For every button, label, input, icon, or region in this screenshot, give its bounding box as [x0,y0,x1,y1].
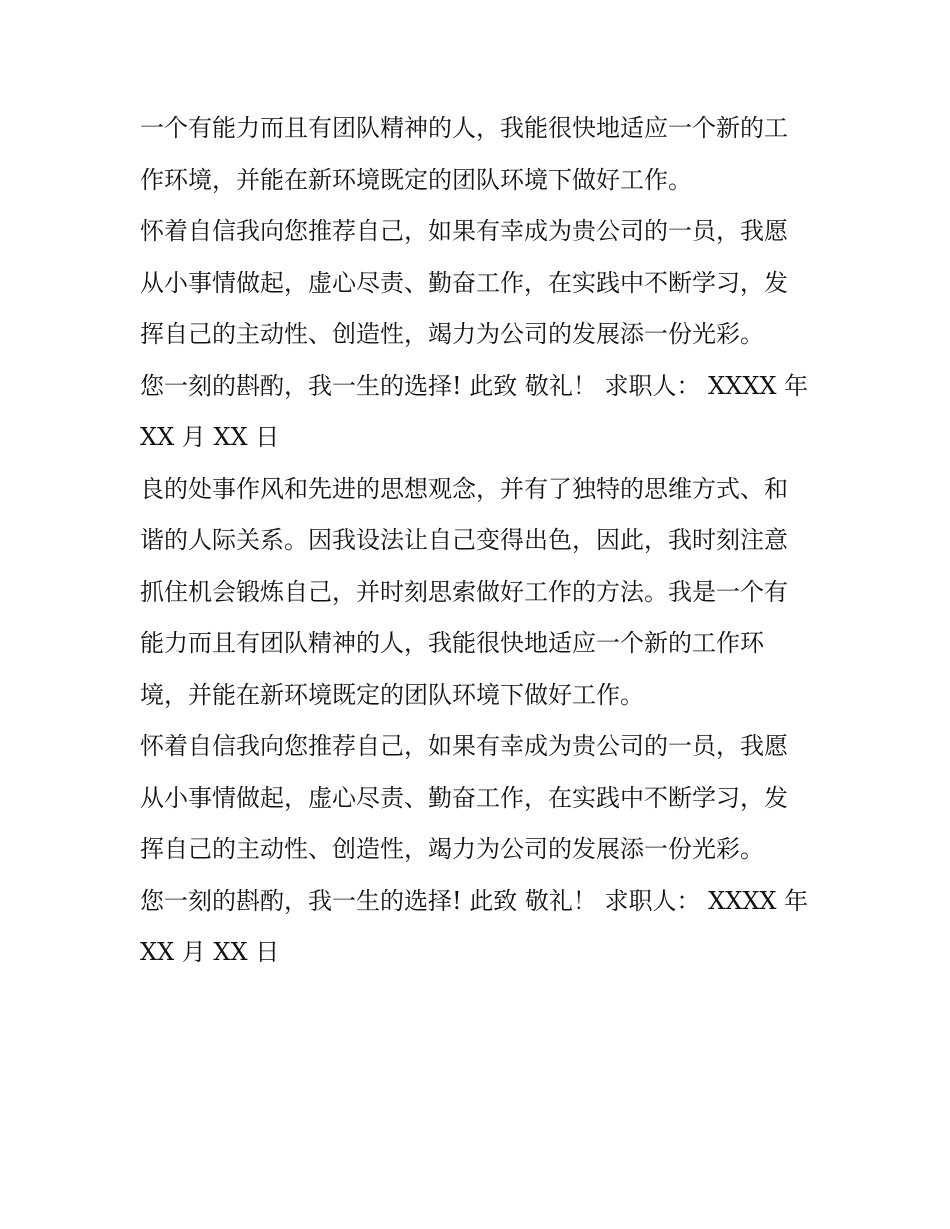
text-line: 从小事情做起，虚心尽责、勤奋工作，在实践中不断学习，发 [140,783,788,812]
text-line: XX 月 XX 日 [140,938,280,966]
text-line: 从小事情做起，虚心尽责、勤奋工作，在实践中不断学习，发 [140,268,788,297]
text-line: 境，并能在新环境既定的团队环境下做好工作。 [140,680,644,709]
text-line: 良的处事作风和先进的思想观念，并有了独特的思维方式、和 [140,474,788,503]
text-line: 作环境，并能在新环境既定的团队环境下做好工作。 [140,165,692,194]
text-line: 挥自己的主动性、创造性，竭力为公司的发展添一份光彩。 [140,320,764,348]
text-line: 谐的人际关系。因我设法让自己变得出色，因此，我时刻注意 [140,526,788,554]
text-line: 能力而且有团队精神的人，我能很快地适应一个新的工作环 [140,629,764,657]
text-line: 您一刻的斟酌，我一生的选择! 此致 敬礼！ 求职人： XXXX 年 [140,886,809,915]
text-line: 一个有能力而且有团队精神的人，我能很快地适应一个新的工 [140,114,788,142]
text-line: 怀着自信我向您推荐自己，如果有幸成为贵公司的一员，我愿 [140,217,788,245]
text-line: XX 月 XX 日 [140,423,280,451]
text-line: 抓住机会锻炼自己，并时刻思索做好工作的方法。我是一个有 [140,577,788,606]
text-line: 挥自己的主动性、创造性，竭力为公司的发展添一份光彩。 [140,835,764,863]
text-line: 怀着自信我向您推荐自己，如果有幸成为贵公司的一员，我愿 [140,732,788,760]
text-line: 您一刻的斟酌，我一生的选择! 此致 敬礼！ 求职人： XXXX 年 [140,371,809,400]
document-body [140,103,830,979]
